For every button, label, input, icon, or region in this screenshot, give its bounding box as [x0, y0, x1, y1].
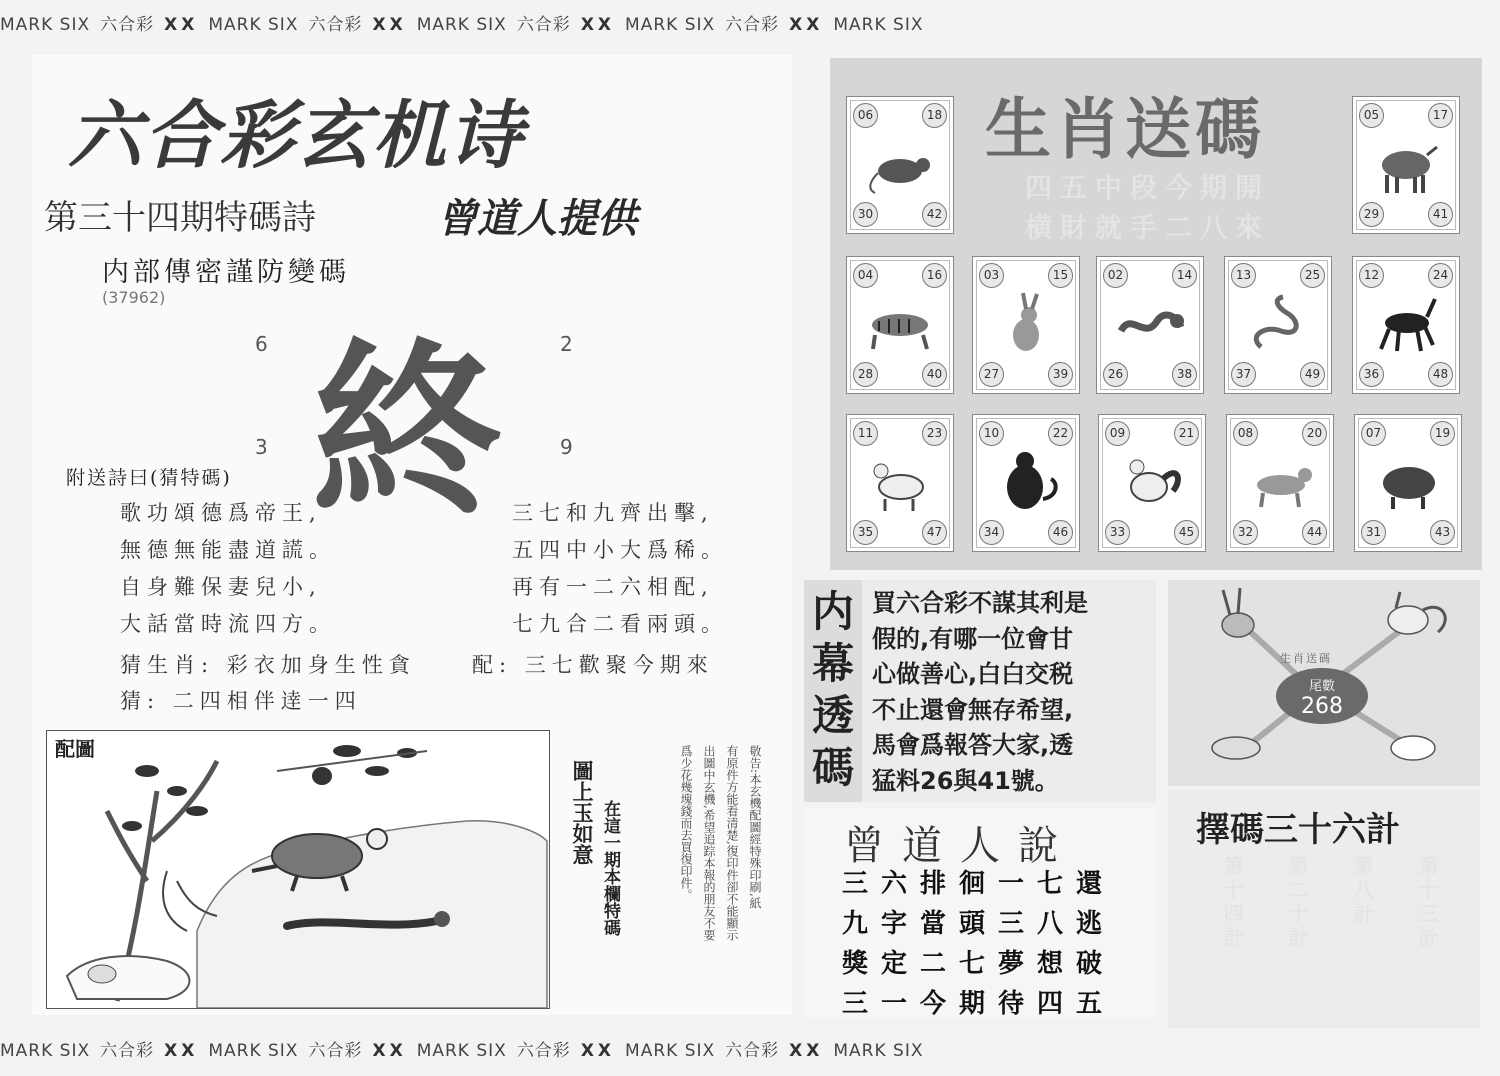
dragon-icon	[1115, 291, 1185, 359]
vertical-hint-2: 在這一期本欄特碼	[600, 800, 620, 936]
zodiac-number: 43	[1430, 520, 1455, 545]
zodiac-number: 49	[1300, 362, 1325, 387]
poem-line: 三七和九齊出擊,	[512, 501, 714, 525]
band-segment: MARK SIX	[416, 15, 507, 35]
ghost-line-2: 横財就手二八來	[1025, 213, 1270, 244]
inside-line: 假的,有哪一位會甘	[872, 624, 1074, 653]
zodiac-number: 41	[1428, 202, 1453, 227]
band-segment: 六合彩	[308, 1041, 363, 1061]
zodiac-card-rabbit	[972, 256, 1080, 394]
zeng-line: 獎定二七夢想破	[842, 949, 1116, 979]
zodiac-number: 32	[1233, 520, 1258, 545]
zodiac-card-horse	[1352, 256, 1460, 394]
band-segment: MARK SIX	[833, 15, 924, 35]
band-segment: 六合彩	[308, 15, 363, 35]
zodiac-number: 48	[1428, 362, 1453, 387]
inside-title-char: 透	[811, 691, 854, 740]
zodiac-number: 09	[1105, 421, 1130, 446]
zodiac-card-monkey	[972, 414, 1080, 552]
band-segment: XX	[580, 1041, 616, 1061]
inside-title-char: 幕	[811, 639, 854, 688]
zodiac-number: 21	[1174, 421, 1199, 446]
tail-arc-text: 生肖送碼	[1280, 652, 1332, 665]
zodiac-number: 30	[853, 202, 878, 227]
zodiac-number: 10	[979, 421, 1004, 446]
zodiac-number: 16	[922, 263, 947, 288]
zodiac-number: 15	[1048, 263, 1073, 288]
corner-number-tl: 6	[255, 332, 268, 356]
notice-block	[644, 745, 764, 1005]
zodiac-number: 31	[1361, 520, 1386, 545]
snake-icon	[1243, 291, 1313, 359]
poem-panel	[32, 55, 792, 1015]
zodiac-number: 26	[1103, 362, 1128, 387]
bottom-border-band	[0, 1036, 1500, 1076]
inside-text	[872, 586, 1088, 799]
zeng-says-panel	[804, 808, 1156, 1018]
corner-number-tr: 2	[560, 332, 573, 356]
zodiac-number: 06	[853, 103, 878, 128]
zodiac-number: 45	[1174, 520, 1199, 545]
poem-line: 無德無能盡道謊。	[120, 538, 336, 562]
goat-icon	[865, 449, 935, 517]
zodiac-number: 40	[922, 362, 947, 387]
notice-line: 有原件方能看清楚,復印件卻不能顯示	[725, 745, 739, 941]
zodiac-number: 17	[1428, 103, 1453, 128]
main-title: 六合彩玄机诗	[68, 93, 524, 179]
band-segment: MARK SIX	[625, 15, 716, 35]
poem-right-column	[512, 495, 728, 643]
zodiac-number: 19	[1430, 421, 1455, 446]
zodiac-number: 12	[1359, 263, 1384, 288]
zodiac-card-ox	[1352, 96, 1460, 234]
zodiac-number: 47	[922, 520, 947, 545]
strategies-panel	[1168, 790, 1480, 1028]
zodiac-number: 11	[853, 421, 878, 446]
corner-number-br: 9	[560, 435, 573, 459]
dog-icon	[1245, 449, 1315, 517]
top-border-band	[0, 10, 1500, 50]
zodiac-number: 37	[1231, 362, 1256, 387]
band-segment: 六合彩	[516, 15, 571, 35]
zodiac-title: 生肖送碼	[985, 91, 1265, 168]
inside-info-panel	[804, 580, 1156, 802]
picture-label: 配圖	[55, 737, 95, 761]
poem-line: 再有一二六相配,	[512, 575, 714, 599]
zodiac-number: 42	[922, 202, 947, 227]
zodiac-number: 39	[1048, 362, 1073, 387]
inside-title-strip	[804, 580, 862, 802]
band-segment: XX	[372, 1041, 407, 1061]
notice-line: 出圖中玄機,希望追踪本報的朋友不要	[702, 745, 716, 941]
ghost-strategy: 第二十計	[1285, 855, 1309, 951]
notice-line: 爲少花幾塊錢而去買復印件。	[679, 745, 693, 901]
inside-title-char: 内	[811, 587, 854, 636]
zodiac-number: 14	[1172, 263, 1197, 288]
turtle-illustration	[47, 731, 549, 1008]
zeng-line: 三一今期待四五	[842, 989, 1116, 1019]
poem-left-column	[120, 495, 336, 643]
zodiac-card-dog	[1226, 414, 1334, 552]
band-segment: XX	[580, 15, 616, 35]
zodiac-number: 23	[922, 421, 947, 446]
band-segment: MARK SIX	[416, 1041, 507, 1061]
band-segment: 六合彩	[516, 1041, 571, 1061]
zodiac-number: 13	[1231, 263, 1256, 288]
zodiac-number: 29	[1359, 202, 1384, 227]
ghost-strategy: 第十四計	[1220, 855, 1244, 951]
band-segment: 六合彩	[100, 15, 155, 35]
band-segment: MARK SIX	[0, 15, 91, 35]
inside-line: 不止還會無存希望,	[872, 695, 1074, 724]
poem-line: 自身難保妻兒小,	[120, 575, 322, 599]
rat-icon	[865, 131, 935, 199]
zodiac-number: 18	[922, 103, 947, 128]
rooster-icon	[1117, 449, 1187, 517]
zodiac-number: 28	[853, 362, 878, 387]
zodiac-number: 04	[853, 263, 878, 288]
band-segment: MARK SIX	[208, 1041, 299, 1061]
zodiac-number: 07	[1361, 421, 1386, 446]
ghost-strategy: 第八計	[1350, 855, 1374, 927]
inside-title-char: 碼	[811, 743, 854, 792]
guess-line: 猜: 二四相伴逹一四	[120, 689, 362, 713]
band-segment: MARK SIX	[0, 1041, 91, 1061]
zodiac-card-goat	[846, 414, 954, 552]
zodiac-number: 33	[1105, 520, 1130, 545]
zodiac-card-rooster	[1098, 414, 1206, 552]
tail-value: 268	[1301, 694, 1343, 719]
band-segment: XX	[372, 15, 407, 35]
guess-zodiac: 猜生肖: 彩衣加身生性貪	[120, 653, 416, 677]
zodiac-number: 38	[1172, 362, 1197, 387]
zodiac-number: 46	[1048, 520, 1073, 545]
poem-line: 五四中小大爲稀。	[512, 538, 728, 562]
monkey-icon	[991, 449, 1061, 517]
zeng-title: 曾道人說	[844, 823, 1076, 869]
tail-label: 尾數	[1308, 679, 1335, 694]
poem-intro: 附送詩曰(猜特碼)	[66, 467, 232, 489]
inside-line: 心做善心,白白交税	[872, 660, 1074, 688]
band-segment: 六合彩	[725, 1041, 780, 1061]
inside-line: 猛料26與41號。	[872, 766, 1059, 795]
band-segment: XX	[789, 1041, 824, 1061]
band-segment: 六合彩	[100, 1041, 155, 1061]
band-segment: XX	[164, 1041, 199, 1061]
band-segment: XX	[164, 15, 199, 35]
poem-line: 大話當時流四方。	[120, 612, 336, 636]
zodiac-number: 27	[979, 362, 1004, 387]
hint-character: 終	[312, 322, 503, 543]
ox-icon	[1371, 131, 1441, 199]
zeng-line: 三六排徊一七還	[842, 869, 1116, 899]
band-segment: XX	[789, 15, 824, 35]
zodiac-number: 20	[1302, 421, 1327, 446]
poem-line: 歌功頌德爲帝王,	[120, 501, 322, 525]
vertical-hint-1: 圖上玉如意	[570, 760, 594, 865]
zeng-line: 九字當頭三八逃	[842, 909, 1116, 939]
zodiac-number: 03	[979, 263, 1004, 288]
band-segment: MARK SIX	[208, 15, 299, 35]
strategies-title: 擇碼三十六計	[1196, 810, 1400, 850]
band-segment: 六合彩	[725, 15, 780, 35]
zeng-poem	[842, 864, 1115, 1024]
internal-note: 内部傳密謹防變碼	[102, 257, 350, 288]
zodiac-number: 25	[1300, 263, 1325, 288]
ghost-line-1: 四五中段今期開	[1025, 173, 1270, 204]
picture-box	[46, 730, 550, 1009]
zodiac-number: 44	[1302, 520, 1327, 545]
zodiac-card-rat	[846, 96, 954, 234]
zodiac-number: 02	[1103, 263, 1128, 288]
tail-badge	[1276, 668, 1368, 724]
tiger-icon	[865, 291, 935, 359]
band-segment: MARK SIX	[625, 1041, 716, 1061]
issue-heading: 第三十四期特碼詩	[44, 198, 316, 238]
horse-icon	[1371, 291, 1441, 359]
zodiac-number: 34	[979, 520, 1004, 545]
inside-line: 買六合彩不謀其利是	[872, 589, 1088, 617]
pair-line: 配: 三七歡聚今期來	[472, 653, 714, 677]
tail-number-panel	[1168, 580, 1480, 786]
pig-icon	[1373, 449, 1443, 517]
poem-line: 七九合二看兩頭。	[512, 612, 728, 636]
notice-line: 敬告:本玄機配圖經特殊印刷,紙	[748, 745, 762, 909]
zodiac-card-pig	[1354, 414, 1462, 552]
zodiac-number: 05	[1359, 103, 1384, 128]
zodiac-number: 24	[1428, 263, 1453, 288]
band-segment: MARK SIX	[833, 1041, 924, 1061]
zodiac-number: 08	[1233, 421, 1258, 446]
inside-line: 馬會爲報答大家,透	[872, 731, 1074, 759]
zodiac-card-snake	[1224, 256, 1332, 394]
provider-label: 曾道人提供	[437, 196, 637, 242]
rabbit-icon	[991, 291, 1061, 359]
corner-number-bl: 3	[255, 435, 268, 459]
code-number: (37962)	[102, 288, 166, 307]
zodiac-card-dragon	[1096, 256, 1204, 394]
zodiac-number: 36	[1359, 362, 1384, 387]
zodiac-card-tiger	[846, 256, 954, 394]
ghost-strategy: 第十三計	[1415, 855, 1439, 951]
zodiac-panel	[830, 58, 1482, 570]
zodiac-number: 22	[1048, 421, 1073, 446]
zodiac-number: 35	[853, 520, 878, 545]
